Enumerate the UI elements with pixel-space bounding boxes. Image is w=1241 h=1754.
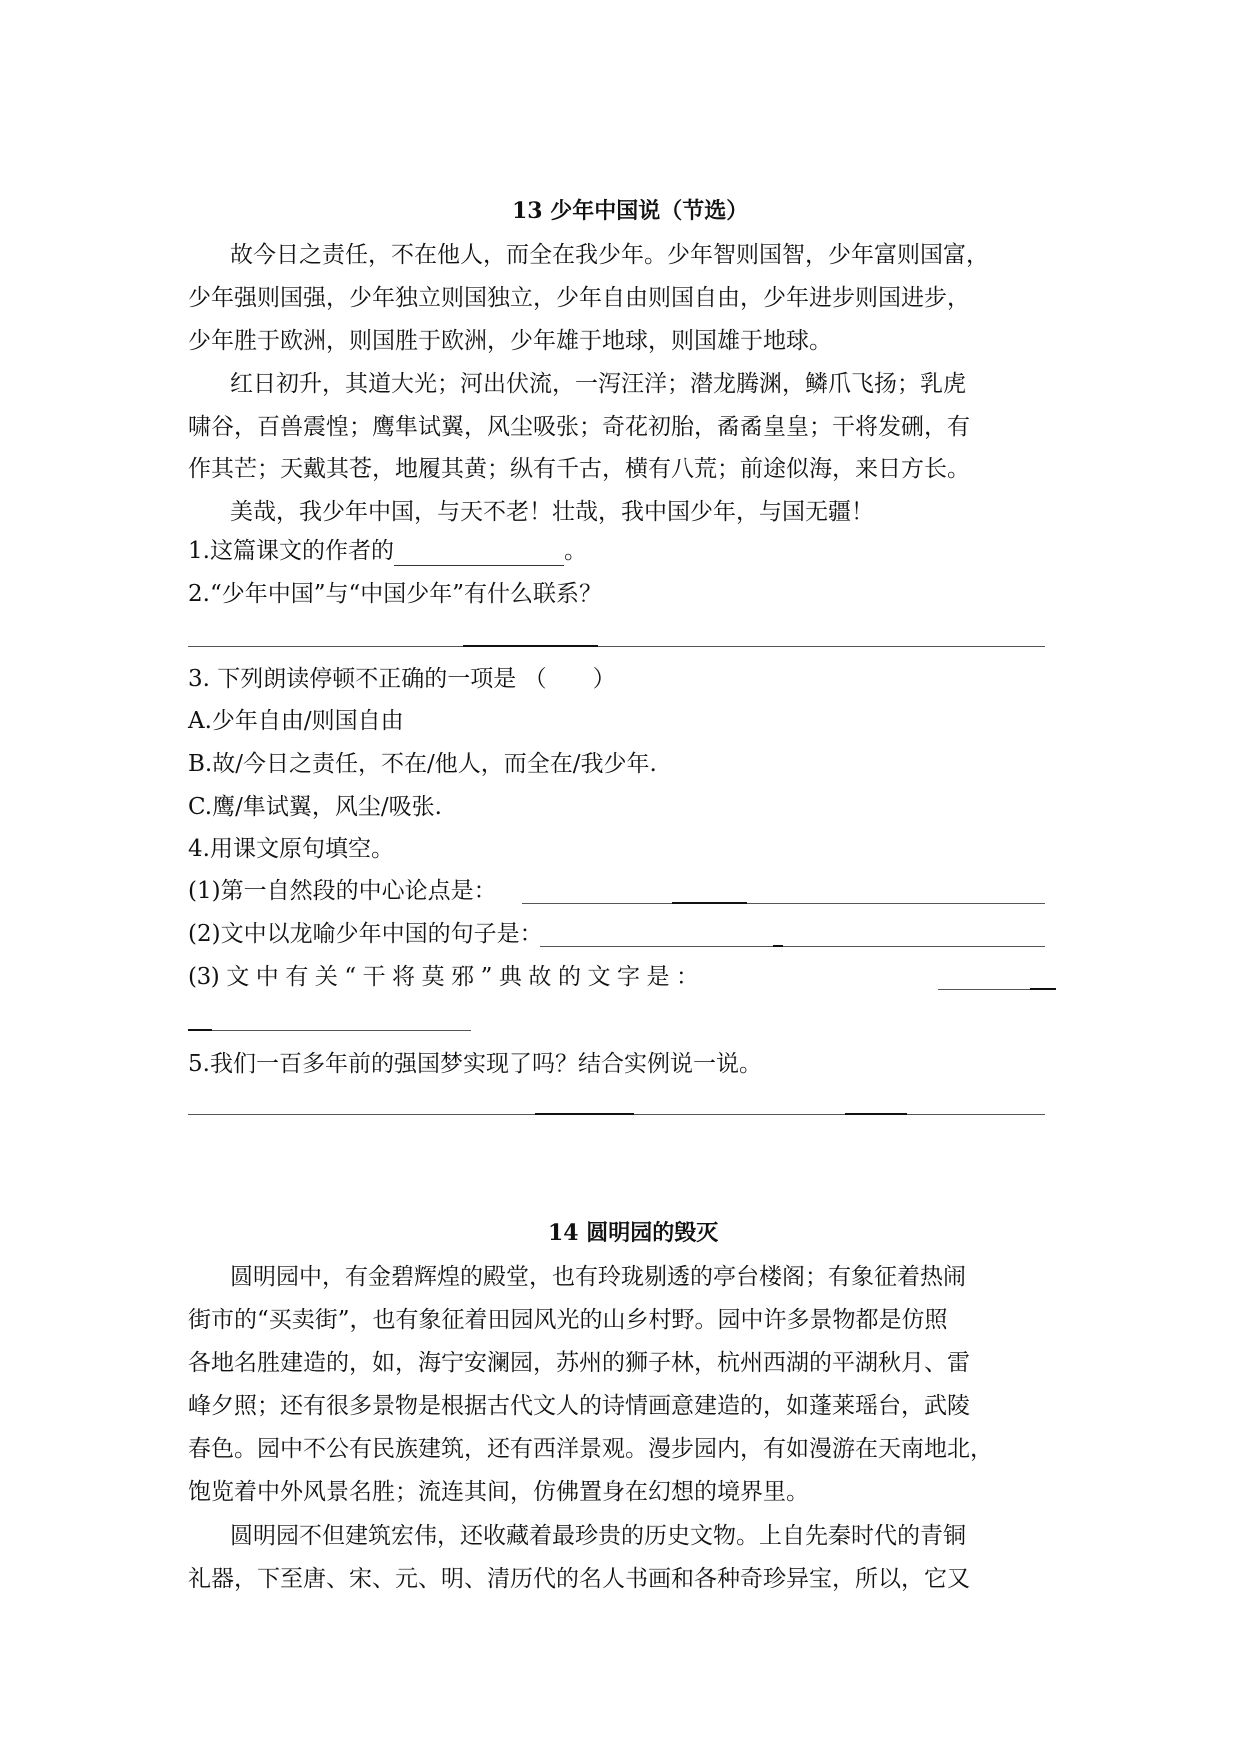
answer-line-mark [672,902,747,904]
answer-line-mark [1030,988,1056,990]
paragraph-line: 礼器，下至唐、宋、元、明、清历代的名人书画和各种奇珍异宝，所以，它又 [188,1566,970,1592]
section-13-title: 13 少年中国说（节选） [512,198,749,224]
question-4-2: (2)文中以龙喻少年中国的句子是： [188,921,543,947]
answer-line[interactable] [188,1030,471,1031]
paragraph-line: 街市的“买卖街”，也有象征着田园风光的山乡村野。园中许多景物都是仿照 [188,1307,948,1333]
paragraph-line: 故今日之责任，不在他人，而全在我少年。少年智则国智，少年富则国富， [230,242,989,268]
answer-blank[interactable] [394,543,564,566]
question-1 [188,536,587,566]
paragraph-line: 少年强则国强，少年独立则国独立，少年自由则国自由，少年进步则国进步， [188,285,970,311]
answer-line[interactable] [540,946,1045,947]
question-3: 3. 下列朗读停顿不正确的一项是 （ ） [188,666,616,692]
question-5: 5.我们一百多年前的强国梦实现了吗？结合实例说一说。 [188,1051,762,1077]
question-4: 4.用课文原句填空。 [188,836,394,862]
answer-line[interactable] [188,646,1045,647]
paragraph-line: 饱览着中外风景名胜；流连其间，仿佛置身在幻想的境界里。 [188,1479,809,1505]
paragraph-line: 啸谷，百兽震惶；鹰隼试翼，风尘吸张；奇花初胎，矞矞皇皇；干将发硎，有 [188,414,970,440]
section-14-title: 14 圆明园的毁灭 [548,1220,719,1246]
paragraph-line: 峰夕照；还有很多景物是根据古代文人的诗情画意建造的，如蓬莱瑶台，武陵 [188,1393,970,1419]
answer-line-mark [535,1113,634,1115]
paragraph-line: 圆明园中，有金碧辉煌的殿堂，也有玲珑剔透的亭台楼阁；有象征着热闹 [230,1264,966,1290]
option-c: C.鹰/隼试翼，风尘/吸张. [188,794,442,820]
paragraph-line: 作其芒；天戴其苍，地履其黄；纵有千古，横有八荒；前途似海，来日方长。 [188,456,970,482]
question-4-3: (3) 文 中 有 关 “ 干 将 莫 邪 ” 典 故 的 文 字 是 ： [188,964,699,990]
question-1-text: 1.这篇课文的作者的 [188,538,394,564]
paragraph-line: 圆明园不但建筑宏伟，还收藏着最珍贵的历史文物。上自先秦时代的青铜 [230,1523,966,1549]
answer-line[interactable] [938,989,1038,990]
question-4-1: (1)第一自然段的中心论点是： [188,878,497,904]
paragraph-line: 春色。园中不公有民族建筑，还有西洋景观。漫步园内，有如漫游在天南地北， [188,1436,993,1462]
answer-line-mark [773,945,783,947]
answer-line[interactable] [522,903,1045,904]
answer-line-mark [463,645,598,647]
option-a: A.少年自由/则国自由 [188,708,404,734]
question-2: 2.“少年中国”与“中国少年”有什么联系？ [188,581,602,607]
paragraph-line: 美哉，我少年中国，与天不老！壮哉，我中国少年，与国无疆！ [230,499,874,525]
question-1-end: 。 [563,538,587,564]
paragraph-line: 各地名胜建造的，如，海宁安澜园，苏州的狮子林，杭州西湖的平湖秋月、雷 [188,1350,970,1376]
option-b: B.故/今日之责任，不在/他人，而全在/我少年. [188,751,657,777]
paragraph-line: 少年胜于欧洲，则国胜于欧洲，少年雄于地球，则国雄于地球。 [188,328,832,354]
answer-line-mark [845,1113,907,1115]
paragraph-line: 红日初升，其道大光；河出伏流，一泻汪洋；潜龙腾渊，鳞爪飞扬；乳虎 [230,371,966,397]
answer-line-mark [188,1029,212,1031]
